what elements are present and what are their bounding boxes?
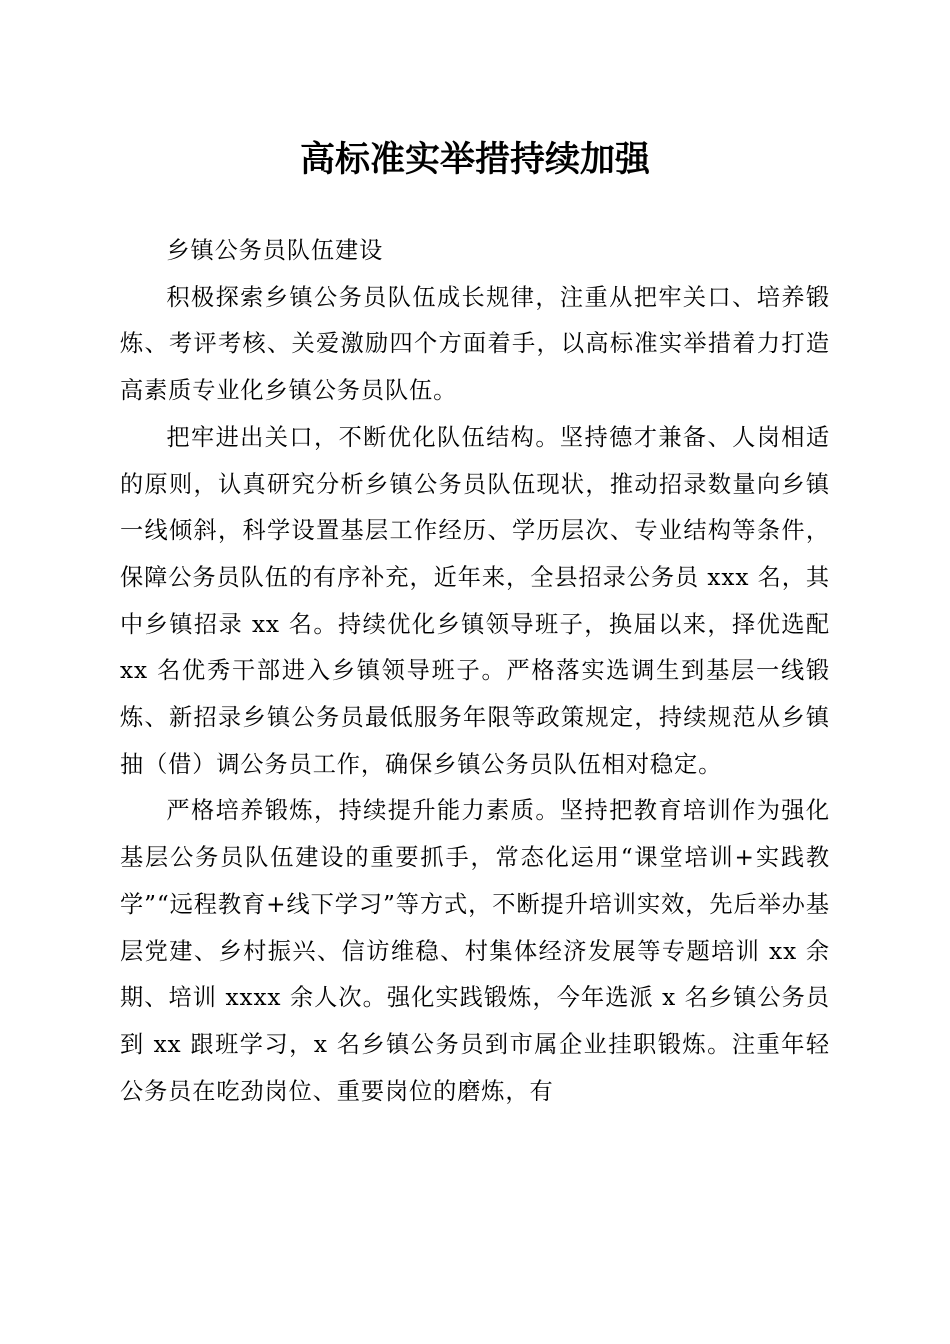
document-title: 高标准实举措持续加强 (299, 139, 650, 180)
paragraph-subtitle: 乡镇公务员队伍建设 (166, 237, 384, 264)
paragraph-training: 严格培养锻炼，持续提升能力素质。坚持把教育培训作为强化基层公务员队伍建设的重要抓手，常态化运用“课堂培训+实践教学”“远程教育+线下学习”等方式，不断提升培训实效，先后举办基层党建、乡村振兴、信访维稳、村集体经济发展等专题培训 xx 余期、培训 xxxx 余人次。强化实践锻炼，今年选派 x 名乡镇公务员到 xx 跟班学习，x 名乡镇公务员到市属企业挂职锻炼。注重年轻公务员在吃劲岗位、重要岗位的磨炼，有 (120, 797, 830, 1105)
document-body (120, 228, 830, 1115)
paragraph-structure: 把牢进出关口，不断优化队伍结构。坚持德才兼备、人岗相适的原则，认真研究分析乡镇公务员队伍现状，推动招录数量向乡镇一线倾斜，科学设置基层工作经历、学历层次、专业结构等条件，保障公务员队伍的有序补充，近年来，全县招录公务员 xxx 名，其中乡镇招录 xx 名。持续优化乡镇领导班子，换届以来，择优选配 xx 名优秀干部进入乡镇领导班子。严格落实选调生到基层一线锻炼、新招录乡镇公务员最低服务年限等政策规定，持续规范从乡镇抽（借）调公务员工作，确保乡镇公务员队伍相对稳定。 (120, 423, 830, 778)
paragraph-intro: 积极探索乡镇公务员队伍成长规律，注重从把牢关口、培养锻炼、考评考核、关爱激励四个方面着手，以高标准实举措着力打造高素质专业化乡镇公务员队伍。 (120, 283, 830, 405)
